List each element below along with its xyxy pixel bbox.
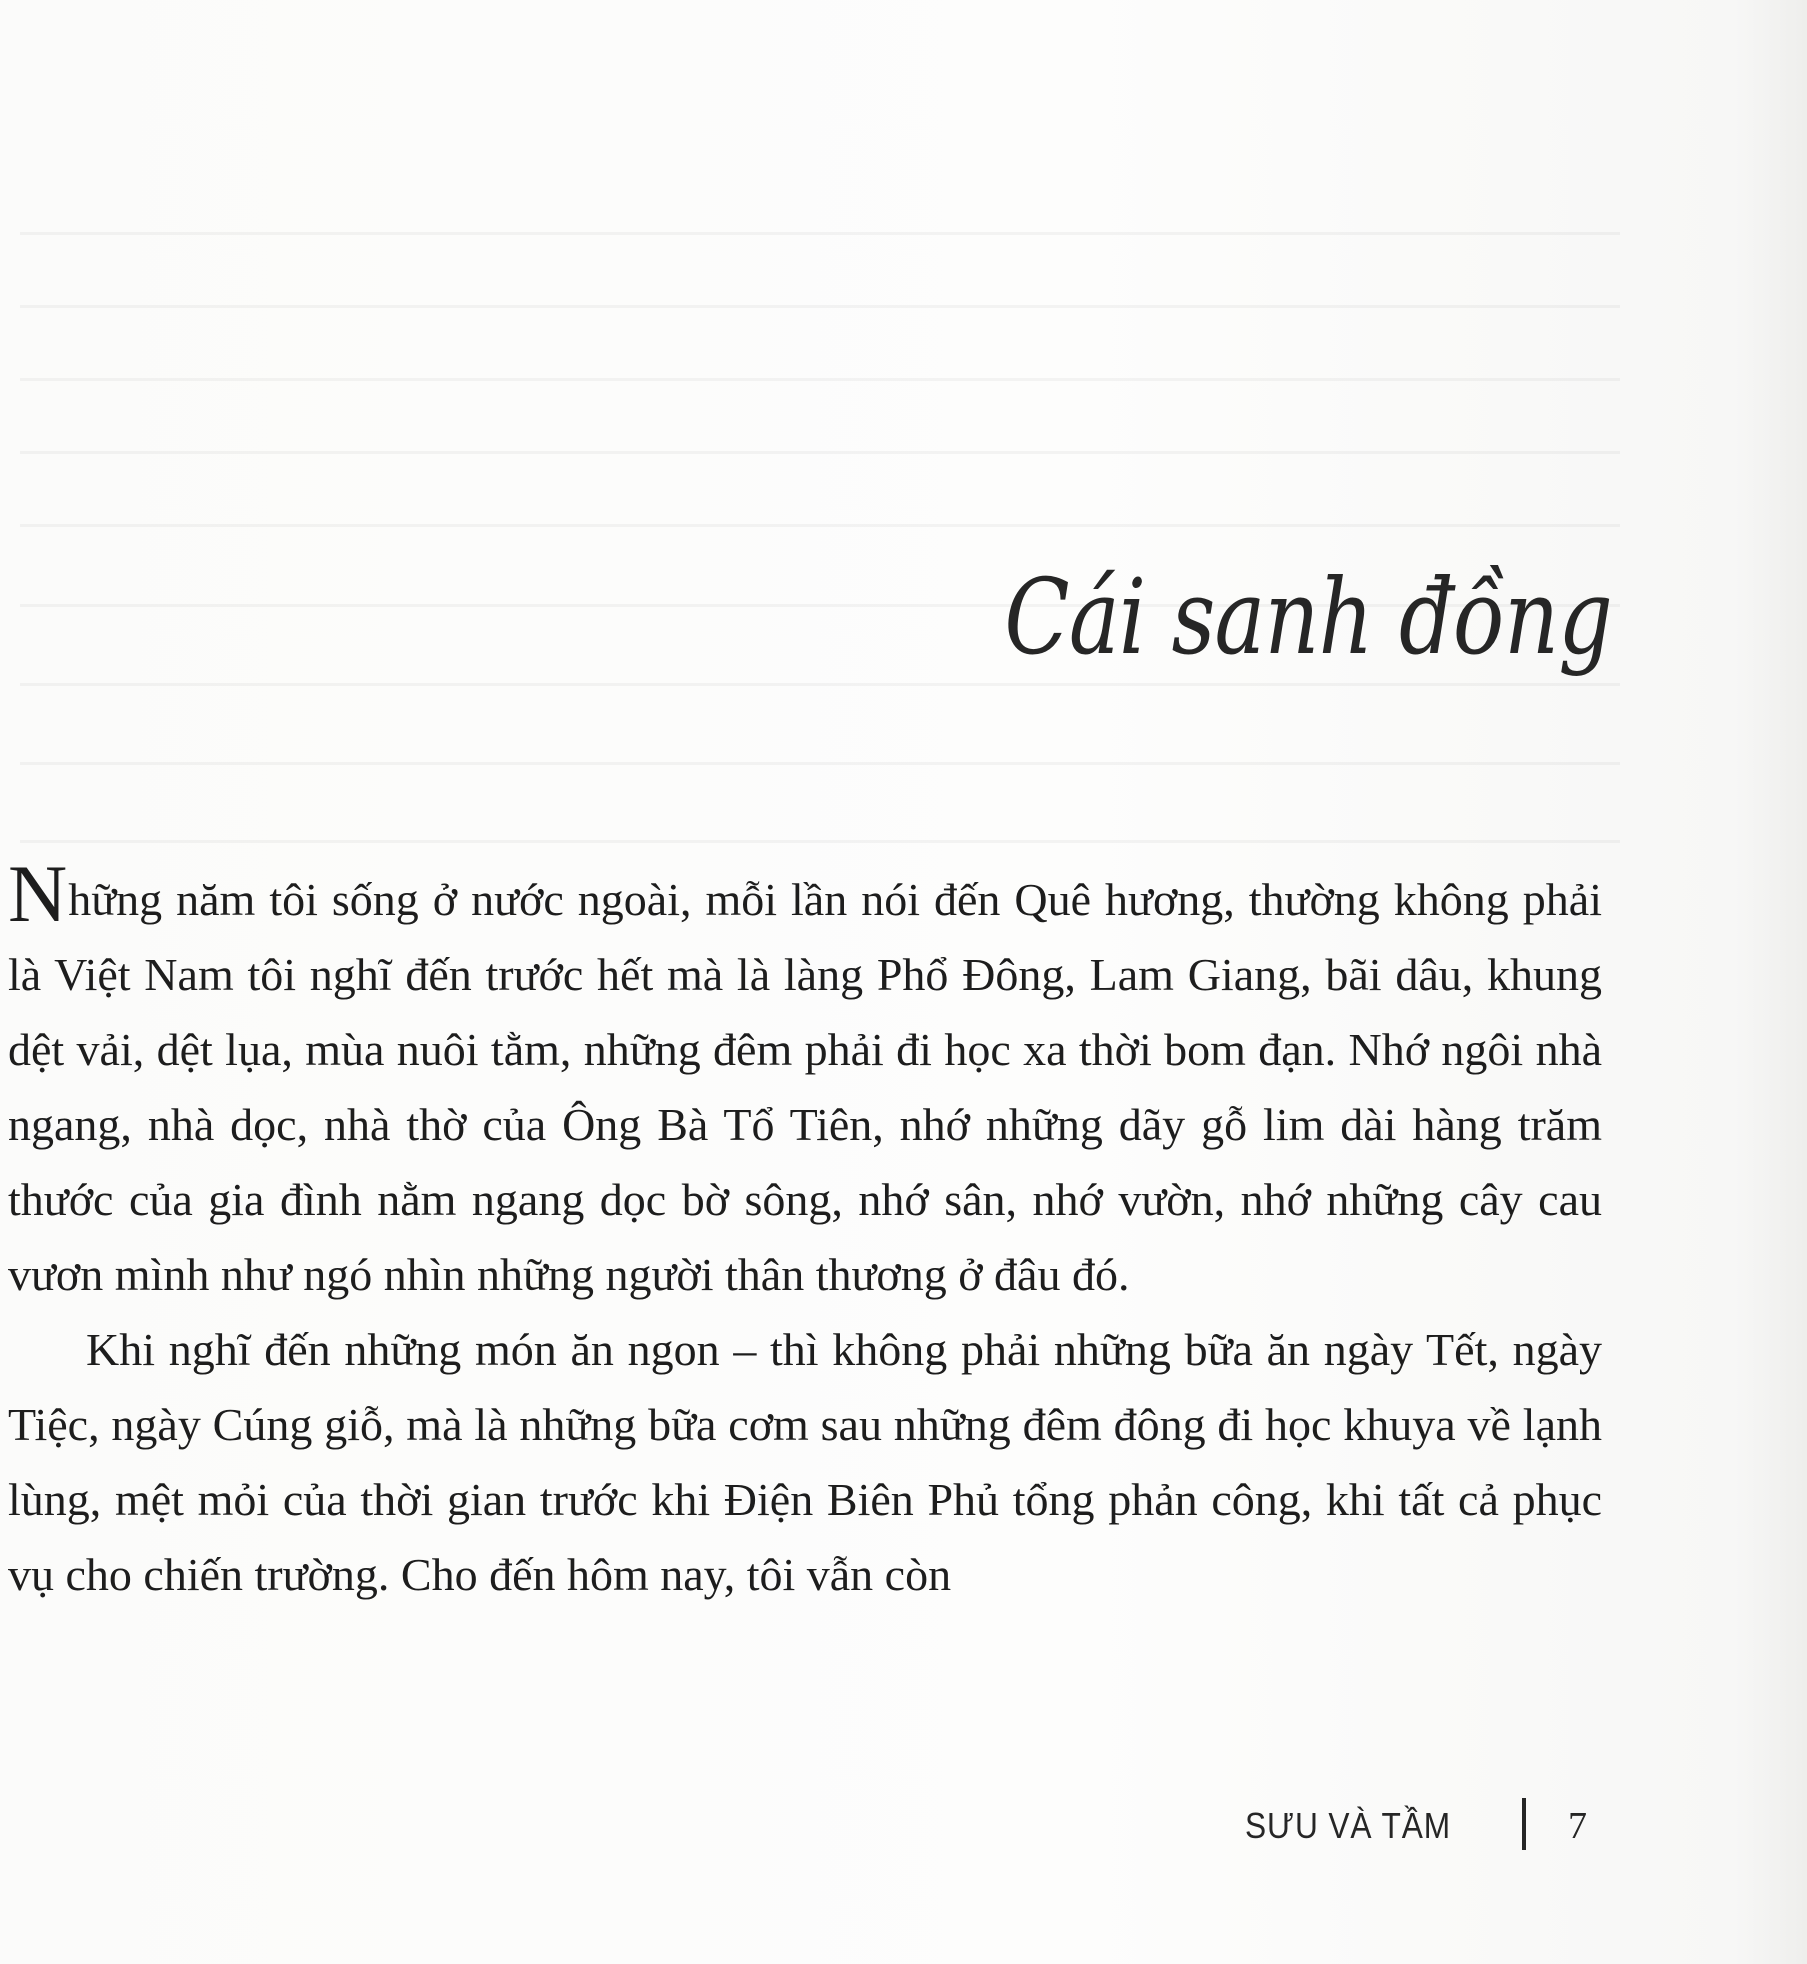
page-footer [1245, 1796, 1587, 1856]
show-through-line [20, 683, 1620, 686]
paragraph-1-text: hững năm tôi sống ở nước ngoài, mỗi lần nói đến Quê hương, thường không phải là Việt Nam tôi nghĩ đến trước hết mà là làng Phổ Đông, Lam Giang, bãi dâu, khung dệt vải, dệt lụa, mùa nuôi tằm, những đêm phải đi học xa thời bom đạn. Nhớ ngôi nhà ngang, nhà dọc, nhà thờ của Ông Bà Tổ Tiên, nhớ những dãy gỗ lim dài hàng trăm thước của gia đình nằm ngang dọc bờ sông, nhớ sân, nhớ vườn, nhớ những cây cau vươn mình như ngó nhìn những người thân thương ở đâu đó. [8, 874, 1602, 1300]
show-through-line [20, 840, 1620, 843]
show-through-line [20, 232, 1620, 235]
running-title: SƯU VÀ TẦM [1245, 1805, 1452, 1846]
body-text [8, 848, 1602, 1612]
chapter-title: Cái sanh đồng [1004, 556, 1612, 678]
paragraph-2: Khi nghĩ đến những món ăn ngon – thì không phải những bữa ăn ngày Tết, ngày Tiệc, ngày Cúng giỗ, mà là những bữa cơm sau những đêm đông đi học khuya về lạnh lùng, mệt mỏi của thời gian trước khi Điện Biên Phủ tổng phản công, khi tất cả phục vụ cho chiến trường. Cho đến hôm nay, tôi vẫn còn [8, 1324, 1602, 1600]
paragraph-1 [8, 848, 1602, 1312]
show-through-line [20, 762, 1620, 765]
show-through-line [20, 378, 1620, 381]
show-through-line [20, 305, 1620, 308]
drop-cap: N [8, 848, 68, 939]
footer-divider [1522, 1798, 1526, 1850]
show-through-line [20, 451, 1620, 454]
show-through-line [20, 524, 1620, 527]
page-number: 7 [1568, 1805, 1587, 1847]
